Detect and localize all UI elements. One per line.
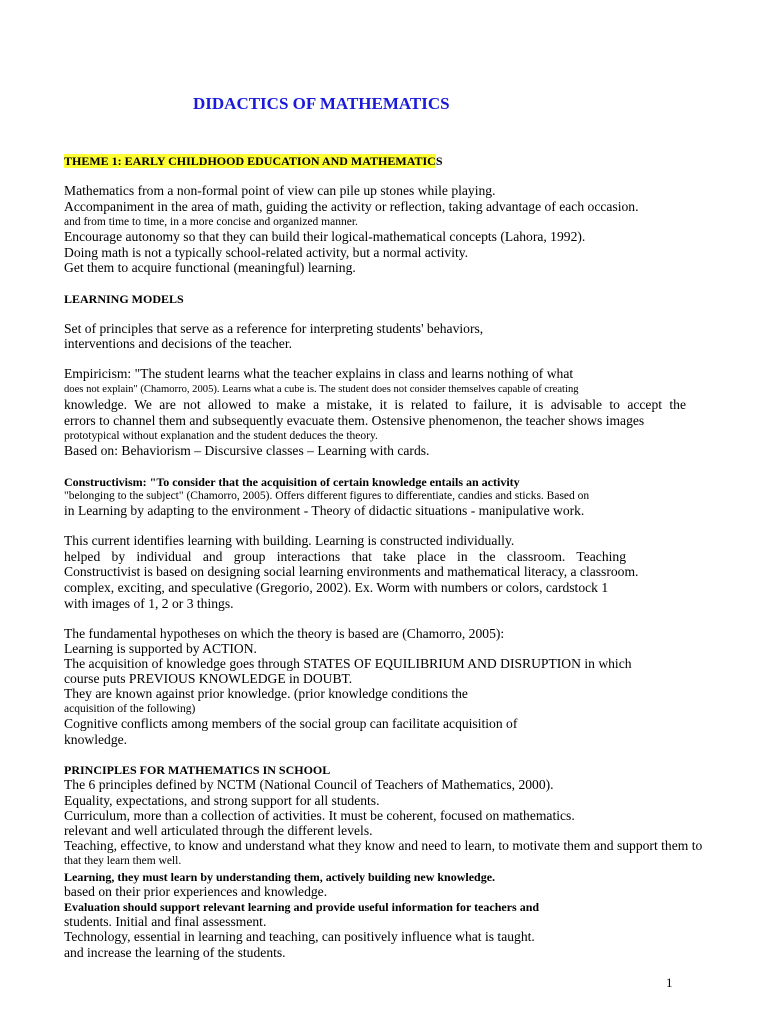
principles-line: and increase the learning of the students. (64, 945, 286, 960)
empiricism-line: Based on: Behaviorism – Discursive classes – Learning with cards. (64, 443, 430, 458)
intro-line: Mathematics from a non-formal point of view can pile up stones while playing. (64, 183, 496, 198)
empiricism-line: prototypical without explanation and the student deduces the theory. (64, 430, 378, 442)
intro-line: Doing math is not a typically school-related activity, but a normal activity. (64, 245, 469, 260)
hypotheses-line: course puts PREVIOUS KNOWLEDGE in DOUBT. (64, 671, 353, 686)
current-line: This current identifies learning with building. Learning is constructed individually. (64, 533, 515, 548)
principles-line: Teaching, effective, to know and understand what they know and need to learn, to motivate them and support them to (64, 838, 703, 853)
principles-line: The 6 principles defined by NCTM (National Council of Teachers of Mathematics, 2000). (64, 777, 554, 792)
principles-line: Evaluation should support relevant learning and provide useful information for teachers and (64, 900, 540, 914)
theme-heading (64, 153, 443, 169)
page-title: DIDACTICS OF MATHEMATICS (193, 94, 450, 113)
hypotheses-line: Learning is supported by ACTION. (64, 641, 257, 656)
learning-models-heading: LEARNING MODELS (64, 292, 184, 306)
current-line: with images of 1, 2 or 3 things. (64, 596, 234, 611)
principles-line: that they learn them well. (64, 855, 182, 867)
constructivism-line: "belonging to the subject" (Chamorro, 2005). Offers different figures to differentiate, candies and sticks. Based on (64, 490, 590, 502)
page-number: 1 (666, 975, 673, 990)
hypotheses-line: The acquisition of knowledge goes through STATES OF EQUILIBRIUM AND DISRUPTION in which (64, 656, 632, 671)
current-line: Constructivist is based on designing social learning environments and mathematical literacy, a classroom. (64, 564, 639, 579)
principles-heading: PRINCIPLES FOR MATHEMATICS IN SCHOOL (64, 763, 331, 777)
hypotheses-line: Cognitive conflicts among members of the social group can facilitate acquisition of (64, 716, 518, 731)
current-line: complex, exciting, and speculative (Gregorio, 2002). Ex. Worm with numbers or colors, cardstock 1 (64, 580, 609, 595)
hypotheses-line: The fundamental hypotheses on which the theory is based are (Chamorro, 2005): (64, 626, 505, 641)
principles-line: Learning, they must learn by understanding them, actively building new knowledge. (64, 870, 496, 884)
hypotheses-line: They are known against prior knowledge. (prior knowledge conditions the (64, 686, 468, 701)
principles-line: based on their prior experiences and knowledge. (64, 884, 328, 899)
principles-line: Curriculum, more than a collection of activities. It must be coherent, focused on mathematics. (64, 808, 575, 823)
principles-line: Equality, expectations, and strong support for all students. (64, 793, 380, 808)
theme-heading-tail: S (435, 154, 443, 168)
empiricism-line: knowledge. We are not allowed to make a mistake, it is related to failure, it is advisable to accept the (64, 397, 686, 412)
hypotheses-line: acquisition of the following) (64, 703, 196, 715)
principles-line: students. Initial and final assessment. (64, 914, 267, 929)
intro-line: Accompaniment in the area of math, guiding the activity or reflection, taking advantage of each occasion. (64, 199, 639, 214)
intro-line: and from time to time, in a more concise and organized manner. (64, 216, 358, 228)
current-line: helped by individual and group interactions that take place in the classroom. Teaching (64, 549, 626, 564)
models-definition-line: interventions and decisions of the teacher. (64, 336, 293, 351)
intro-line: Get them to acquire functional (meaningful) learning. (64, 260, 356, 275)
empiricism-line: does not explain" (Chamorro, 2005). Learns what a cube is. The student does not consider themselves capable of creating (64, 384, 579, 395)
empiricism-line: Empiricism: "The student learns what the teacher explains in class and learns nothing of what (64, 366, 574, 381)
hypotheses-line: knowledge. (64, 732, 128, 747)
constructivism-line: in Learning by adapting to the environment - Theory of didactic situations - manipulative work. (64, 503, 585, 518)
intro-line: Encourage autonomy so that they can build their logical-mathematical concepts (Lahora, 1992). (64, 229, 586, 244)
constructivism-heading: Constructivism: "To consider that the acquisition of certain knowledge entails an activity (64, 475, 520, 489)
models-definition-line: Set of principles that serve as a reference for interpreting students' behaviors, (64, 321, 484, 336)
theme-heading-highlight: THEME 1: EARLY CHILDHOOD EDUCATION AND MATHEMATIC (64, 154, 436, 168)
empiricism-line: errors to channel them and subsequently evacuate them. Ostensive phenomenon, the teacher shows images (64, 413, 645, 428)
principles-line: Technology, essential in learning and teaching, can positively influence what is taught. (64, 929, 535, 944)
principles-line: relevant and well articulated through the different levels. (64, 823, 373, 838)
